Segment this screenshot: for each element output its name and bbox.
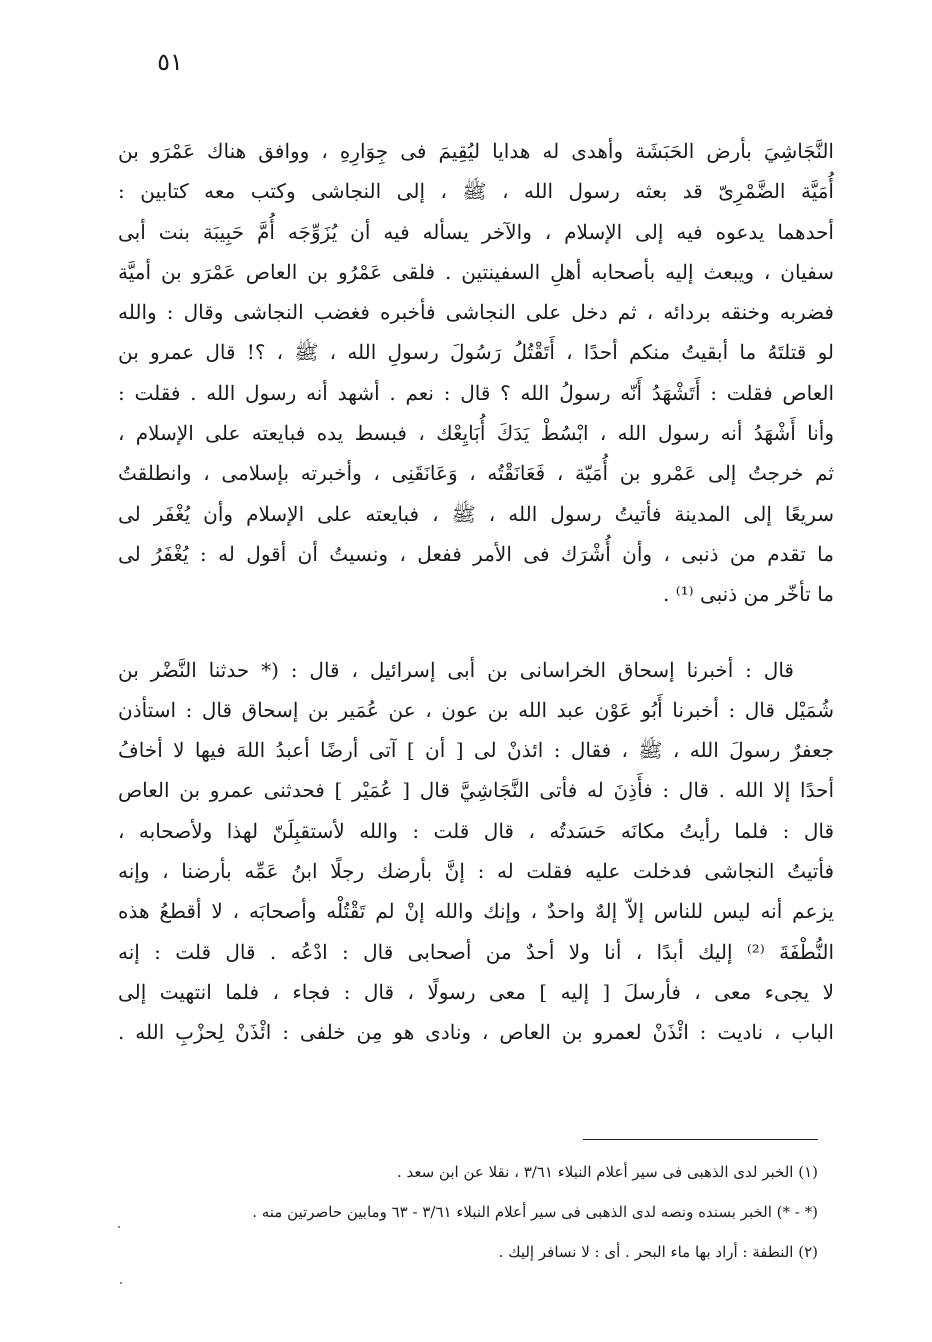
text-line: يزعم أنه ليس للناس إلاّ إلهٌ واحدٌ ، وإنك والله إنْ لم تَقْتُلْه وأصحابَه ، لا أقطعُ هذه	[118, 899, 834, 924]
footnotes	[118, 1152, 818, 1272]
text-line: أُمَيَّة الضَّمْرِىّ قد بعثه رسول الله ، ﷺ ، إلى النجاشى وكتب معه كتابين :	[118, 179, 834, 204]
text-line: ثم خرجتُ إلى عَمْرو بن أُمَيّة ، فَعَانَقْتُه ، وَعَانَقَنِى ، وأخبرته بإسلامى ، وانطلقتُ	[118, 461, 834, 486]
scan-speck	[118, 1226, 120, 1228]
text-line: لو قتلتَهُ ما أبقيتُ منكم أحدًا ، أَتَقْتُلُ رَسُولَ رسولِ الله ، ﷺ ، ؟! قال عمرو بن	[118, 340, 834, 365]
text-line: قال : فلما رأيتُ مكانَه حَسَدتُه ، قال قلت : والله لأستقبِلَنّ لهذا ولأصحابه ،	[118, 818, 834, 843]
text-line: الباب ، ناديت : ائْذَنْ لعمرو بن العاص ، ونادى هو مِن خلفى : ائْذَنْ لِحزْبِ الله .	[118, 1020, 834, 1045]
footnote-2: (٢) النطفة : أراد بها ماء البحر . أى : لا نسافر إليك .	[498, 1243, 818, 1261]
text-line: أحدهما يدعوه فيه إلى الإسلام ، والآخر يسأله فيه أن يُزَوِّجَه أُمَّ حَبِيبَة بنت أبى	[118, 219, 834, 244]
text-line: فضربه وخنقه بردائه ، ثم دخل على النجاشى فأخبره فغضب النجاشى وقال : والله	[118, 300, 834, 325]
text-line: ما تقدم من ذنبى ، وأن أُشْرَك فى الأمر ففعل ، ونسيتُ أن أقول له : يُغْفَرُ لى	[118, 541, 834, 566]
text-line: لا يجىء معى ، فأرسلَ [ إليه ] معى رسولًا ، قال : فجاء ، فلما انتهيت إلى	[118, 979, 834, 1004]
text-line: سفيان ، ويبعث إليه بأصحابه أهلِ السفينتين . فلقى عَمْرُو بن العاص عَمْرَو بن أميَّة	[118, 259, 834, 284]
paragraph-1	[118, 131, 834, 615]
footnote-1: (١) الخبر لدى الذهبى فى سير أعلام النبلاء ٣/٦١ ، نقلا عن ابن سعد .	[396, 1163, 818, 1181]
footnote-divider	[583, 1139, 818, 1140]
paragraph-2	[118, 650, 834, 1053]
text-line: ما تأخّر من ذنبى ⁽¹⁾ .	[663, 582, 834, 607]
text-line: سريعًا إلى المدينة فأتيتُ رسول الله ، ﷺ ، فبايعته على الإسلام وأن يُغْفَر لى	[118, 501, 834, 526]
body-text	[118, 131, 834, 1053]
text-line: أحدًا إلا الله . قال : فأَذِنَ له فأتى النَّجَاشِيَّ قال [ عُمَيْر ] فحدثنى عمرو بن العاص	[118, 778, 834, 803]
text-line: شُمَيْل قال : أخبرنا أَبُو عَوْن عبد الله بن عون ، عن عُمَير بن إسحاق قال : استأذن	[118, 697, 834, 722]
page-number: ٥١	[157, 48, 183, 76]
scan-speck	[120, 1282, 122, 1284]
footnote-source: (* - *) الخبر بسنده ونصه لدى الذهبى فى سير أعلام النبلاء ٣/٦١ - ٦٣ ومابين حاصرتين منه .	[252, 1203, 818, 1221]
paragraph-gap	[118, 615, 834, 650]
text-line: وأنا أَشْهَدُ أنه رسول الله ، ابْسُطْ يَدَكَ أُبَايِعْك ، فبسط يده فبايعته على الإسلام ،	[118, 421, 834, 446]
text-line: جعفرٌ رسولَ الله ، ﷺ ، فقال : ائذنْ لى [ أن ] آتى أرضًا أعبدُ اللهَ فيها لا أخافُ	[118, 738, 834, 763]
text-line: فأتيتُ النجاشى فدخلت عليه فقلت له : إنَّ بأرضك رجلًا ابنُ عَمِّه بأرضنا ، وإنه	[118, 859, 834, 884]
text-line: النُّطْفَةَ ⁽²⁾ إليك أبدًا ، أنا ولا أحدٌ من أصحابى قال : ادْعُه . قال قلت : إنه	[118, 939, 834, 964]
text-line: قال : أخبرنا إسحاق الخراسانى بن أبى إسرائيل ، قال : (* حدثنا النَّضْر بن	[118, 657, 794, 682]
text-line: النَّجَاشِيَ بأرض الحَبَشَة وأهدى له هدايا ليُقِيمَ فى جِوَارِهِ ، ووافق هناك عَمْرَو بن	[118, 139, 834, 163]
text-line: العاص فقلت : أَتَشْهَدُ أَنّه رسولُ الله ؟ قال : نعم . أشهد أنه رسول الله . فقلت :	[118, 380, 834, 405]
